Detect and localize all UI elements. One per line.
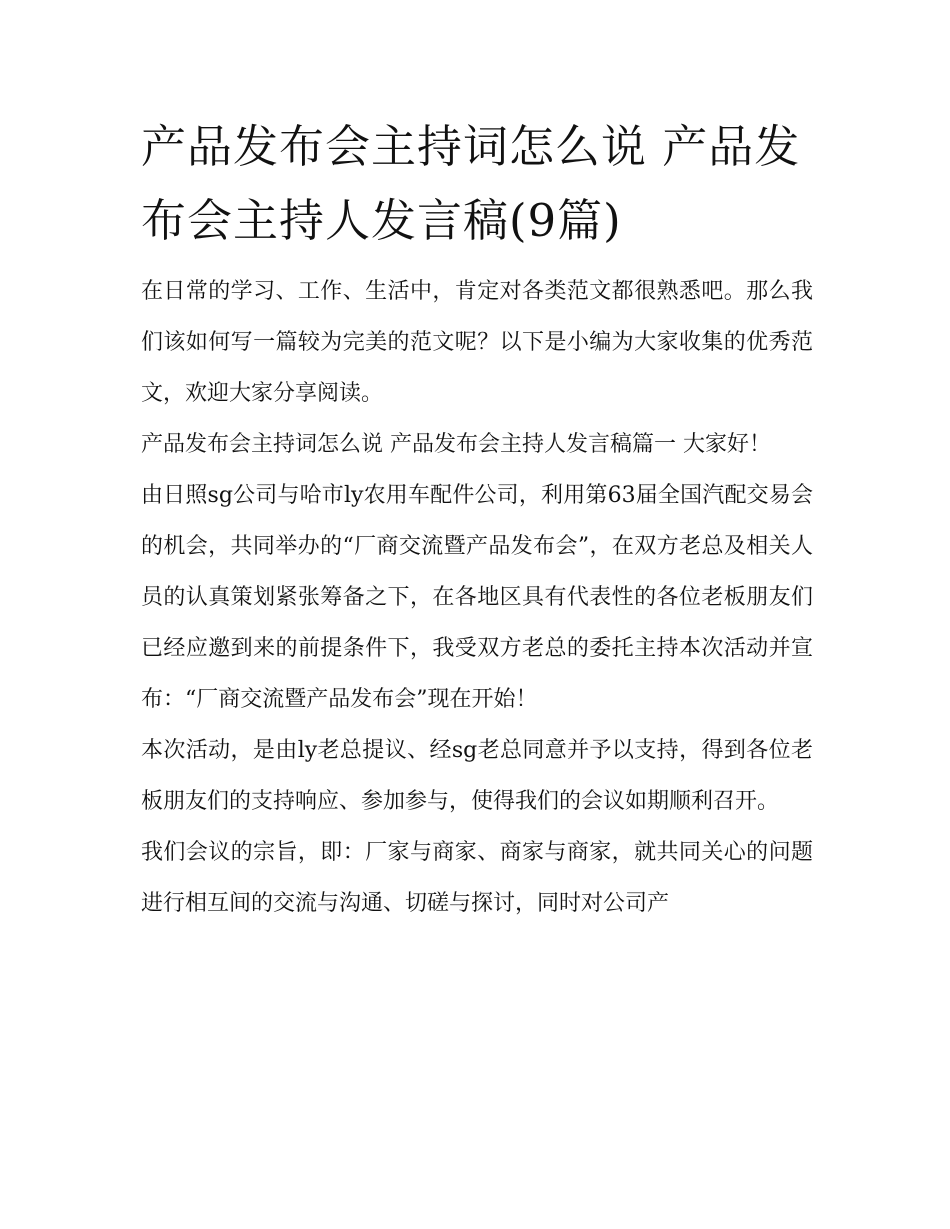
- document-title: 产品发布会主持词怎么说 产品发布会主持人发言稿(9篇): [141, 120, 801, 247]
- paragraph-section-heading: 产品发布会主持词怎么说 产品发布会主持人发言稿篇一 大家好！: [141, 432, 771, 457]
- paragraph-opening: 由日照sg公司与哈市ly农用车配件公司，利用第63届全国汽配交易会的机会，共同举办的“厂商交流暨产品发布会”，在双方老总及相关人员的认真策划紧张筹备之下，在各地区具有代表性的各位老板朋友们已经应邀到来的前提条件下，我受双方老总的委托主持本次活动并宣布：“厂商交流暨产品发布会”现在开始！: [141, 483, 813, 712]
- paragraph-intro: 在日常的学习、工作、生活中，肯定对各类范文都很熟悉吧。那么我们该如何写一篇较为完美的范文呢？以下是小编为大家收集的优秀范文，欢迎大家分享阅读。: [141, 279, 813, 406]
- paragraph-purpose: 我们会议的宗旨，即：厂家与商家、商家与商家，就共同关心的问题进行相互间的交流与沟通、切磋与探讨，同时对公司产: [141, 840, 813, 916]
- document-body: [141, 110, 813, 929]
- paragraph-background: 本次活动，是由ly老总提议、经sg老总同意并予以支持，得到各位老板朋友们的支持响应、参加参与，使得我们的会议如期顺利召开。: [141, 738, 813, 814]
